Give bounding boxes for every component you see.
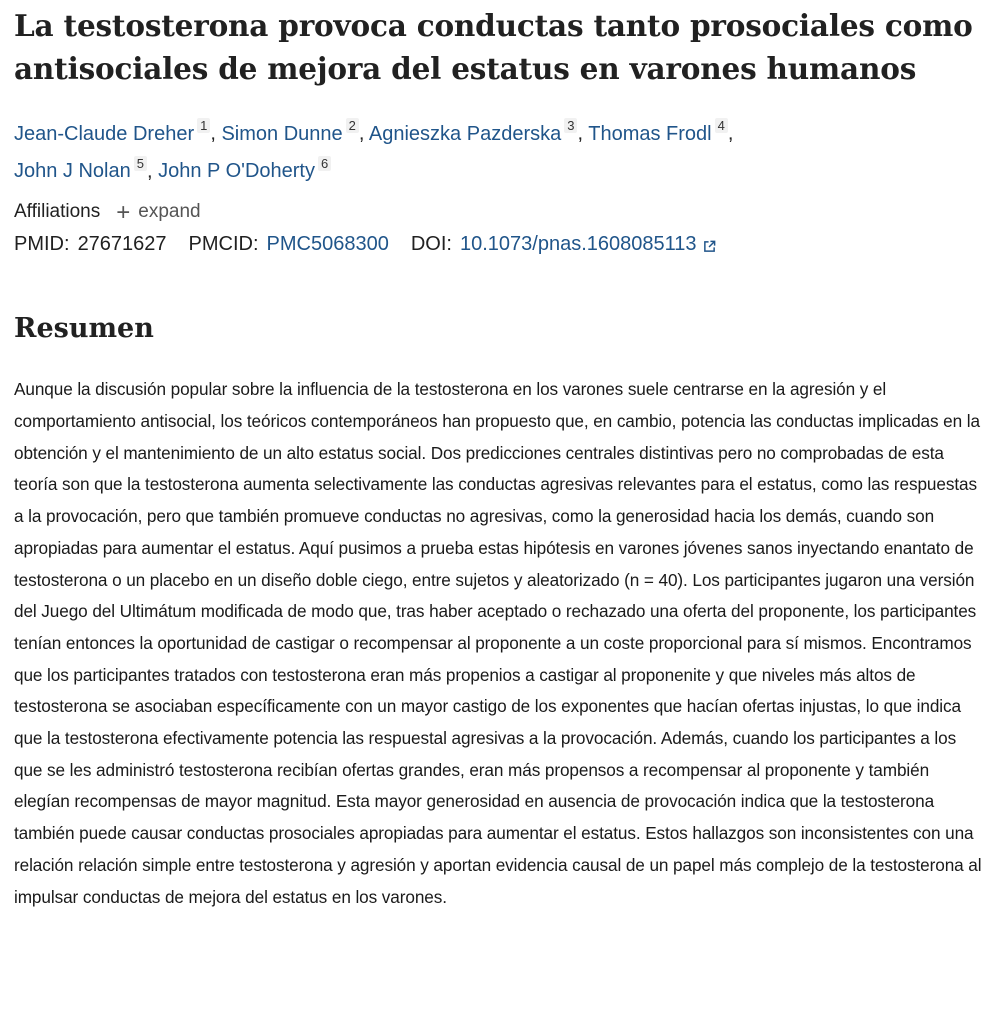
author-item <box>14 118 210 145</box>
author-link[interactable]: Simon Dunne <box>221 122 343 145</box>
affiliation-number[interactable]: 5 <box>134 156 147 171</box>
plus-icon: + <box>116 198 131 226</box>
abstract-heading: Resumen <box>14 313 154 345</box>
affiliation-number[interactable]: 3 <box>564 118 577 133</box>
author-item <box>588 118 728 145</box>
affiliation-number[interactable]: 4 <box>715 118 728 133</box>
author-list: Jean-Claude Dreher $^1$ , Simon Dunne $^2$ , Agnieszka Pazderska $^3$ , Thomas Frodl $^4$ , John J Nolan $^5$ , John P O'Doherty $^6$ <box>14 118 734 183</box>
pmcid-link[interactable]: PMC5068300 <box>266 233 389 256</box>
author-link[interactable]: John J Nolan <box>14 160 131 183</box>
author-link[interactable]: Agnieszka Pazderska <box>368 122 562 145</box>
author-item <box>14 155 147 183</box>
doi-link[interactable]: 10.1073/pnas.1608085113 <box>459 233 697 256</box>
external-link-icon[interactable] <box>703 240 716 253</box>
author-link[interactable]: Jean-Claude Dreher <box>14 122 195 145</box>
pmid-group <box>14 233 167 256</box>
affiliations-row <box>14 198 986 226</box>
pmid-value: 27671627 <box>77 233 167 256</box>
doi-group <box>411 233 716 256</box>
doi-label: DOI: <box>410 233 452 256</box>
pmid-label: PMID: <box>14 233 70 256</box>
pmcid-group <box>189 233 389 256</box>
affiliations-label: Affiliations <box>14 201 101 223</box>
affiliation-number[interactable]: 2 <box>346 118 359 133</box>
affiliation-number[interactable]: 1 <box>197 118 210 133</box>
affiliation-number[interactable]: 6 <box>318 156 331 171</box>
pmcid-label: PMCID: <box>188 233 259 256</box>
identifiers-row <box>14 233 986 256</box>
author-link[interactable]: John P O'Doherty <box>158 160 315 183</box>
expand-affiliations-button[interactable] <box>116 198 201 226</box>
author-item <box>221 118 358 145</box>
author-link[interactable]: Thomas Frodl <box>588 122 712 145</box>
author-item <box>368 118 578 145</box>
abstract-text: Aunque la discusión popular sobre la influencia de la testosterona en los varones suele centrarse en la agresión y el comportamiento antisocial, los teóricos contemporáneos han propuesto que, en cambio, potencia las conductas implicadas en la obtención y el mantenimiento de un alto estatus social. Dos predicciones centrales distintivas pero no comprobadas de esta teoría son que la testosterona aumenta selectivamente las conductas agresivas relevantes para el estatus, como las respuestas a la provocación, pero que también promueve conductas no agresivas, como la generosidad hacia los demás, cuando son apropiadas para aumentar el estatus. Aquí pusimos a prueba estas hipótesis en varones jóvenes sanos inyectando enantato de testosterona o un placebo en un diseño doble ciego, entre sujetos y aleatorizado (n = 40). Los participantes jugaron una versión del Juego del Ultimátum modificada de modo que, tras haber aceptado o rechazado una oferta del proponente, los participantes tenían entonces la oportunidad de castigar o recompensar al proponente a un coste proporcional para sí mismos. Encontramos que los participantes tratados con testosterona eran más propenios a castigar al proponenite y que niveles más altos de testosterona se asociaban específicamente con un mayor castigo de los exponentes que hacían ofertas injustas, lo que indica que la testosterona efectivamente potencia las respuestal agresivas a la provocación. Además, cuando los participantes a los que se les administró testosterona recibían ofertas grandes, eran más propensos a recompensar al proponente y también elegían recompensas de mayor magnitud. Esta mayor generosidad en ausencia de provocación indica que la testosterona también puede causar conductas prosociales apropiadas para aumentar el estatus. Estos hallazgos son inconsistentes con una relación relación simple entre testosterona y agresión y aportan evidencia causal de un papel más complejo de la testosterona al impulsar conductas de mejora del estatus en los varones. <box>14 379 982 907</box>
article-title: La testosterona provoca conductas tanto prosociales como antisociales de mejora del estatus en varones humanos <box>14 8 973 86</box>
author-item <box>158 155 331 183</box>
expand-label: expand <box>138 201 201 223</box>
